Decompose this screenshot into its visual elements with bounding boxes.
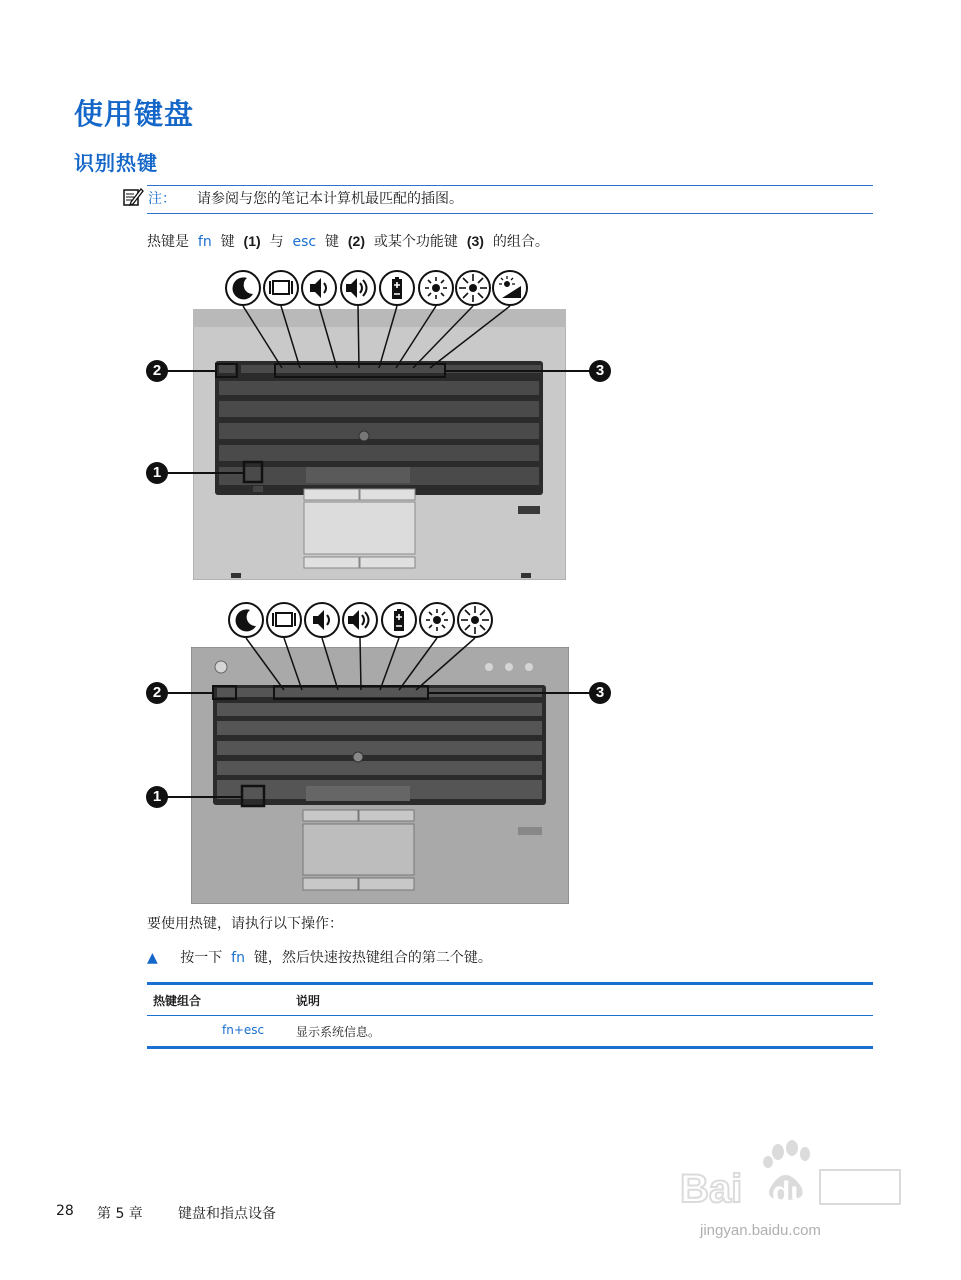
table-header-combo: 热键组合 <box>153 994 202 1008</box>
table-cell-combo: fn+esc <box>222 1023 265 1037</box>
callout-2: 2 <box>146 360 168 382</box>
page-title: 使用键盘 <box>74 97 195 131</box>
svg-text:du: du <box>772 1176 809 1209</box>
section-title: 识别热键 <box>74 151 158 175</box>
step-text: 按一下 <box>180 950 223 966</box>
intro-text: 与 <box>269 234 284 250</box>
callout-ref-1: (1) <box>243 233 261 249</box>
esc-key-ref: esc <box>292 234 317 250</box>
callout-1-line <box>165 796 243 798</box>
note-text: 请参阅与您的笔记本计算机最匹配的插图。 <box>197 191 463 207</box>
instructions-intro: 要使用热键，请执行以下操作： <box>147 916 343 932</box>
step-text: 键，然后快速按热键组合的第二个键。 <box>253 950 492 966</box>
note-label: 注： <box>148 191 176 207</box>
intro-text: 键 <box>324 234 339 250</box>
table-top-rule <box>147 982 873 985</box>
callout-3: 3 <box>589 682 611 704</box>
intro-text: 的组合。 <box>492 234 549 250</box>
instruction-step <box>147 947 492 967</box>
intro-text: 键 <box>220 234 235 250</box>
callout-ref-3: (3) <box>466 233 484 249</box>
watermark-url: jingyan.baidu.com <box>700 1222 821 1239</box>
callout-ref-2: (2) <box>347 233 366 249</box>
callout-1: 1 <box>146 786 168 808</box>
callout-3-line <box>428 692 590 694</box>
callout-1: 1 <box>146 462 168 484</box>
table-bottom-rule <box>147 1046 873 1049</box>
table-header-rule <box>147 1015 873 1016</box>
footer-chapter: 第 5 章 <box>97 1206 143 1222</box>
footer-section: 键盘和指点设备 <box>178 1206 276 1222</box>
table-header-desc: 说明 <box>296 994 321 1008</box>
fn-key-ref: fn <box>197 234 212 250</box>
intro-text: 或某个功能键 <box>373 234 458 250</box>
fn-key-ref: fn <box>231 950 245 966</box>
table-cell-desc: 显示系统信息。 <box>296 1025 381 1039</box>
step-bullet-icon: ▲ <box>147 950 158 966</box>
callout-2-line <box>165 692 213 694</box>
intro-text: 热键是 <box>147 234 189 250</box>
callout-3: 3 <box>589 360 611 382</box>
callout-2: 2 <box>146 682 168 704</box>
page-number: 28 <box>56 1203 74 1219</box>
svg-text:Bai: Bai <box>680 1167 743 1211</box>
